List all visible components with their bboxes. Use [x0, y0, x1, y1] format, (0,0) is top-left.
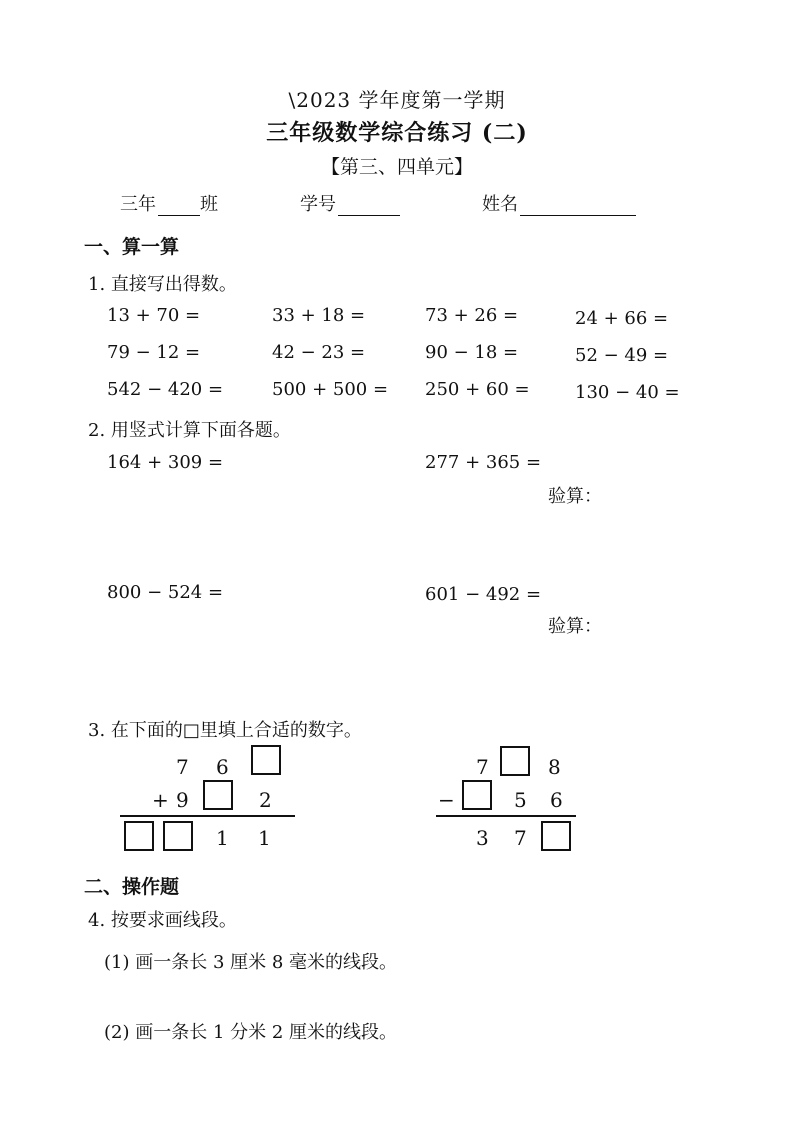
- q2-problem: 277 + 365 =: [425, 452, 542, 473]
- answer-box[interactable]: [203, 780, 233, 810]
- check-label: 验算：: [548, 616, 602, 637]
- digit: 5: [514, 788, 527, 812]
- q1-problem: 42 − 23 =: [272, 342, 366, 363]
- q2-problem: 164 + 309 =: [107, 452, 224, 473]
- plus-sign: +: [152, 788, 169, 812]
- q2-title: 2. 用竖式计算下面各题。: [88, 420, 291, 441]
- section1-title: 一、算一算: [84, 236, 180, 258]
- q1-problem: 250 + 60 =: [425, 379, 530, 400]
- answer-box[interactable]: [251, 745, 281, 775]
- answer-box[interactable]: [462, 780, 492, 810]
- class-field: [120, 190, 218, 216]
- q2-problem: 601 − 492 =: [425, 584, 542, 605]
- q4-sub1: (1) 画一条长 3 厘米 8 毫米的线段。: [104, 952, 398, 973]
- student-name-label: 姓名: [482, 194, 518, 215]
- answer-box[interactable]: [163, 821, 193, 851]
- digit: 7: [176, 755, 189, 779]
- q1-problem: 90 − 18 =: [425, 342, 519, 363]
- worksheet-title: 三年级数学综合练习 (二): [266, 120, 528, 146]
- digit: 3: [476, 826, 489, 850]
- section2-title: 二、操作题: [84, 876, 180, 898]
- semester-label: \2023 学年度第一学期: [288, 88, 506, 112]
- digit: 6: [216, 755, 229, 779]
- check-label: 验算：: [548, 486, 602, 507]
- difference-line: [436, 815, 576, 817]
- student-id-label: 学号: [300, 194, 336, 215]
- student-name-blank[interactable]: [520, 197, 636, 216]
- q1-problem: 33 + 18 =: [272, 305, 366, 326]
- class-suffix: 班: [200, 194, 218, 215]
- digit: 7: [476, 755, 489, 779]
- digit: 1: [216, 826, 229, 850]
- answer-box[interactable]: [541, 821, 571, 851]
- class-blank[interactable]: [158, 197, 200, 216]
- q1-problem: 73 + 26 =: [425, 305, 519, 326]
- class-prefix: 三年: [120, 194, 156, 215]
- q1-title: 1. 直接写出得数。: [88, 274, 237, 295]
- digit: 1: [258, 826, 271, 850]
- q1-problem: 13 + 70 =: [107, 305, 201, 326]
- student-name-field: [482, 190, 636, 216]
- q1-problem: 24 + 66 =: [575, 308, 669, 329]
- q1-problem: 79 − 12 =: [107, 342, 201, 363]
- digit: 2: [259, 788, 272, 812]
- minus-sign: −: [438, 788, 455, 812]
- q1-problem: 500 + 500 =: [272, 379, 389, 400]
- q1-problem: 130 − 40 =: [575, 382, 680, 403]
- sum-line: [120, 815, 295, 817]
- student-id-field: [300, 190, 400, 216]
- digit: 7: [514, 826, 527, 850]
- q3-title: 3. 在下面的□里填上合适的数字。: [88, 720, 362, 741]
- q1-problem: 542 − 420 =: [107, 379, 224, 400]
- digit: 6: [550, 788, 563, 812]
- q4-title: 4. 按要求画线段。: [88, 910, 237, 931]
- unit-label: 【第三、四单元】: [320, 156, 473, 178]
- answer-box[interactable]: [500, 746, 530, 776]
- digit: 9: [176, 788, 189, 812]
- q4-sub2: (2) 画一条长 1 分米 2 厘米的线段。: [104, 1022, 398, 1043]
- digit: 8: [548, 755, 561, 779]
- answer-box[interactable]: [124, 821, 154, 851]
- q2-problem: 800 − 524 =: [107, 582, 224, 603]
- student-id-blank[interactable]: [338, 197, 400, 216]
- q1-problem: 52 − 49 =: [575, 345, 669, 366]
